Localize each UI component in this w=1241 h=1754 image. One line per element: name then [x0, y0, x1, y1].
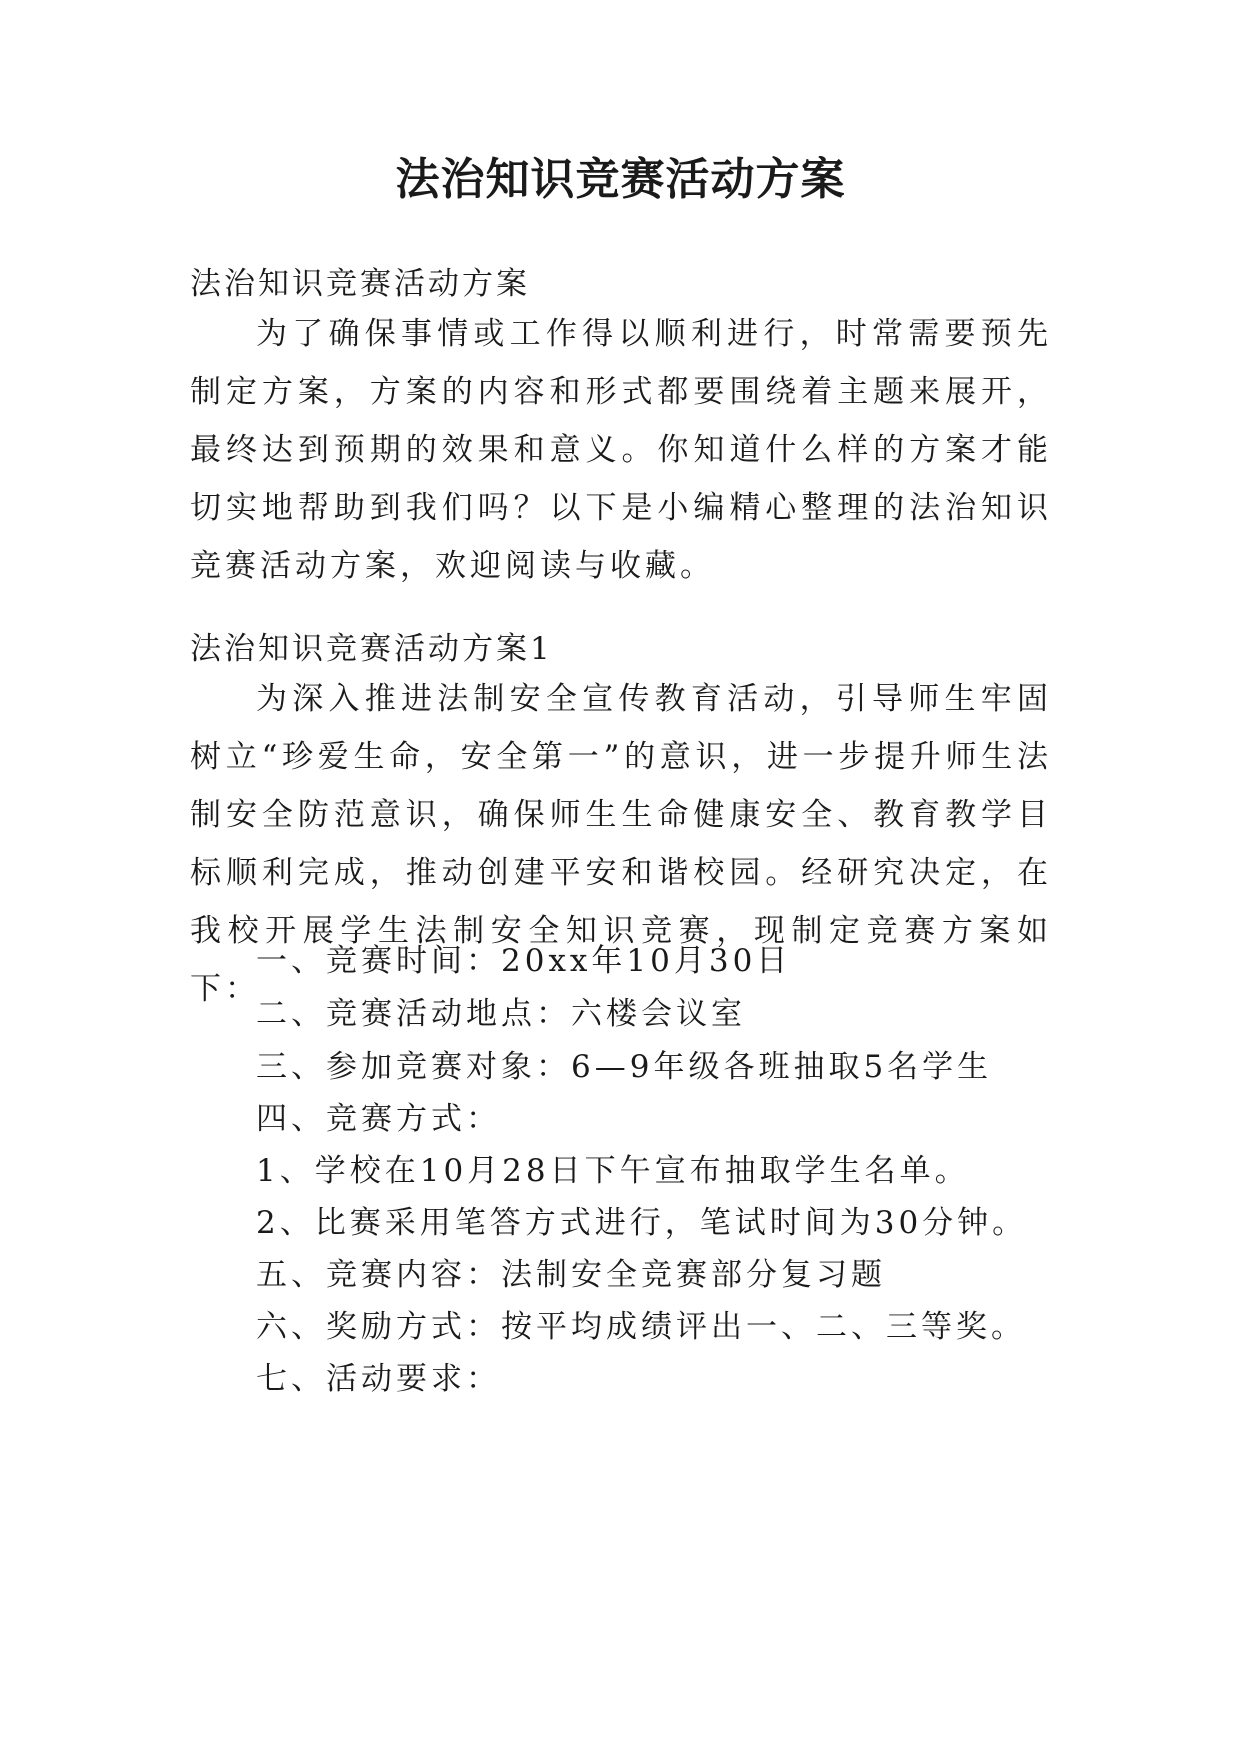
document-title: 法治知识竞赛活动方案 [395, 154, 846, 205]
list-item: 2、比赛采用笔答方式进行，笔试时间为30分钟。 [256, 1205, 1028, 1241]
list-item: 二、竞赛活动地点：六楼会议室 [256, 996, 746, 1032]
intro-heading: 法治知识竞赛活动方案 [190, 266, 530, 302]
section1-heading: 法治知识竞赛活动方案1 [190, 631, 553, 667]
list-item: 六、奖励方式：按平均成绩评出一、二、三等奖。 [256, 1309, 1026, 1345]
list-item: 五、竞赛内容：法制安全竞赛部分复习题 [256, 1257, 886, 1293]
list-item: 一、竞赛时间：20xx年10月30日 [256, 943, 792, 979]
section1-paragraph: 为深入推进法制安全宣传教育活动，引导师生牢固树立“珍爱生命，安全第一”的意识，进一步提升师生法制安全防范意识，确保师生生命健康安全、教育教学目标顺利完成，推动创建平安和谐校园。经研究决定，在我校开展学生法制安全知识竞赛，现制定竞赛方案如下： [190, 681, 1052, 1007]
intro-paragraph: 为了确保事情或工作得以顺利进行，时常需要预先制定方案，方案的内容和形式都要围绕着主题来展开，最终达到预期的效果和意义。你知道什么样的方案才能切实地帮助到我们吗？以下是小编精心整理的法治知识竞赛活动方案，欢迎阅读与收藏。 [190, 316, 1052, 584]
list-item: 1、学校在10月28日下午宣布抽取学生名单。 [256, 1153, 970, 1189]
list-item: 三、参加竞赛对象：6—9年级各班抽取5名学生 [256, 1049, 993, 1085]
list-item: 七、活动要求： [256, 1361, 501, 1397]
list-item: 四、竞赛方式： [256, 1101, 501, 1137]
